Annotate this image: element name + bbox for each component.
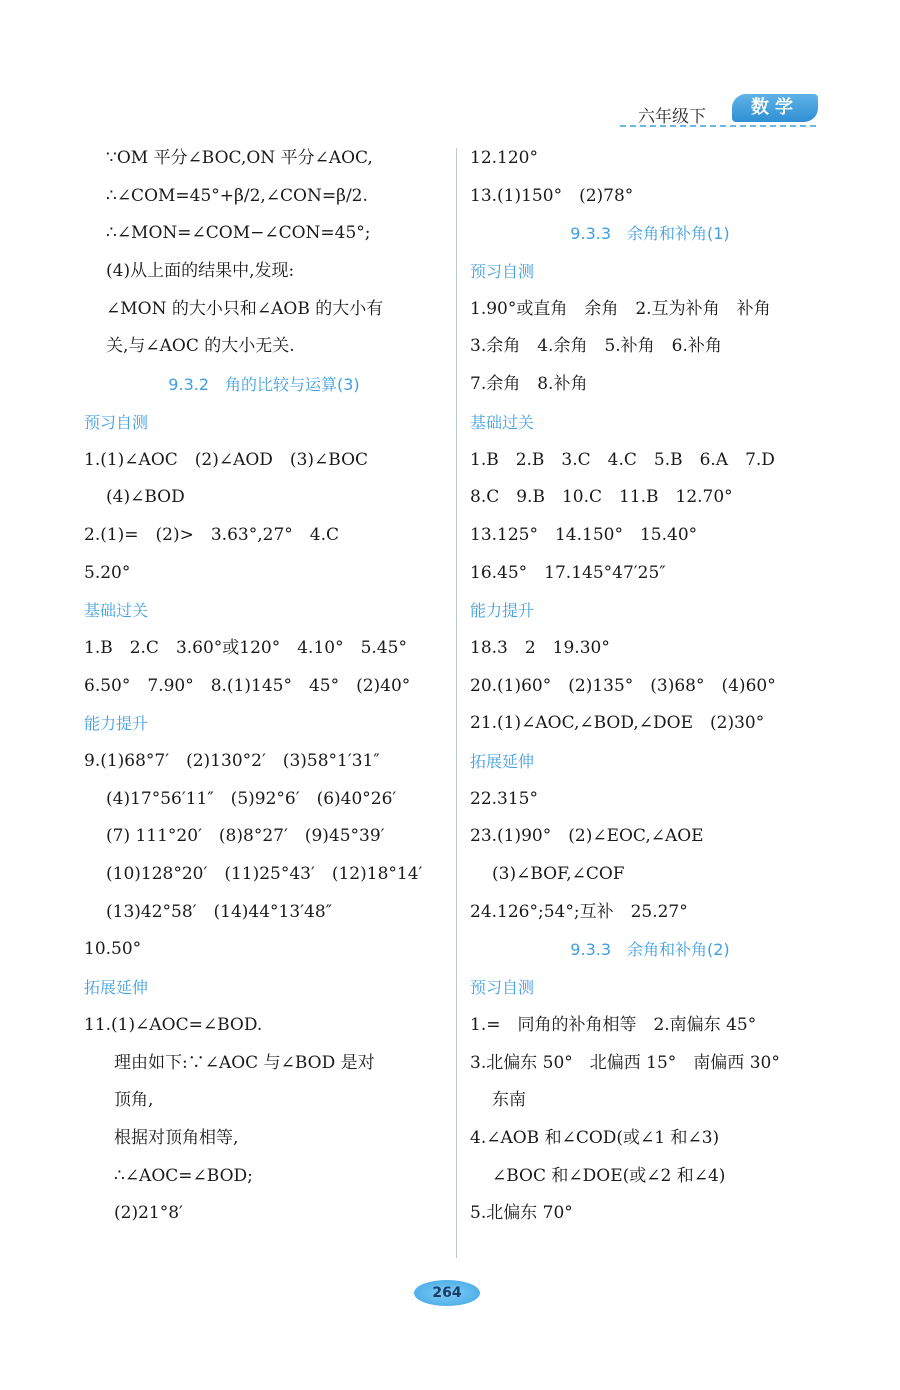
answer-line: 理由如下:∵∠AOC 与∠BOD 是对: [114, 1052, 375, 1073]
answer-line: ∴∠COM=45°+β/2,∠CON=β/2.: [106, 185, 368, 206]
lesson-title: 9.3.3 余角和补角(2): [570, 940, 730, 960]
answer-line: 1.90°或直角 余角 2.互为补角 补角: [470, 298, 771, 319]
answer-line: 东南: [492, 1090, 526, 1111]
answer-line: 3.北偏东 50° 北偏西 15° 南偏西 30°: [470, 1052, 780, 1073]
answer-line: 1.(1)∠AOC (2)∠AOD (3)∠BOC: [84, 449, 369, 470]
answer-line: 关,与∠AOC 的大小无关.: [106, 336, 295, 357]
section-heading: 预习自测: [470, 978, 535, 998]
answer-line: 18.3 2 19.30°: [470, 637, 610, 658]
answer-line: 23.(1)90° (2)∠EOC,∠AOE: [470, 826, 704, 847]
lesson-title: 9.3.3 余角和补角(1): [570, 224, 730, 244]
answer-line: ∠BOC 和∠DOE(或∠2 和∠4): [492, 1165, 726, 1186]
section-heading: 能力提升: [470, 601, 535, 621]
answer-line: (3)∠BOF,∠COF: [492, 864, 625, 885]
answer-line: 顶角,: [114, 1090, 154, 1111]
answer-line: 10.50°: [84, 939, 142, 960]
left-column: [84, 140, 444, 1233]
answer-line: 12.120°: [470, 148, 538, 168]
lesson-title: 9.3.2 角的比较与运算(3): [168, 375, 360, 395]
answer-line: 21.(1)∠AOC,∠BOD,∠DOE (2)30°: [470, 713, 765, 734]
page-header: [620, 94, 820, 130]
answer-line: (4)∠BOD: [106, 487, 185, 508]
answer-line: 9.(1)68°7′ (2)130°2′ (3)58°1′31″: [84, 751, 380, 771]
grade-label: 六年级下: [638, 107, 706, 127]
answer-line: 1.= 同角的补角相等 2.南偏东 45°: [470, 1014, 757, 1035]
answer-line: 13.(1)150° (2)78°: [470, 185, 634, 206]
answer-line: 7.余角 8.补角: [470, 374, 588, 395]
answer-line: 24.126°;54°;互补 25.27°: [470, 901, 688, 922]
header-dashed-line: [620, 125, 816, 127]
section-heading: 预习自测: [470, 262, 535, 282]
answer-line: 2.(1)= (2)> 3.63°,27° 4.C: [84, 524, 339, 545]
subject-badge: 数学: [732, 94, 818, 122]
section-heading: 拓展延伸: [84, 978, 149, 998]
answer-line: 4.∠AOB 和∠COD(或∠1 和∠3): [470, 1127, 720, 1148]
answer-line: (10)128°20′ (11)25°43′ (12)18°14′: [106, 864, 423, 885]
answer-line: 22.315°: [470, 788, 538, 809]
answer-line: 6.50° 7.90° 8.(1)145° 45° (2)40°: [84, 675, 411, 696]
answer-line: (4)从上面的结果中,发现:: [106, 261, 295, 282]
answer-line: 11.(1)∠AOC=∠BOD.: [84, 1014, 263, 1035]
answer-line: 13.125° 14.150° 15.40°: [470, 524, 698, 545]
answer-line: (2)21°8′: [114, 1203, 183, 1224]
answer-line: (13)42°58′ (14)44°13′48″: [106, 901, 333, 922]
answer-line: 20.(1)60° (2)135° (3)68° (4)60°: [470, 675, 776, 696]
answer-line: 5.北偏东 70°: [470, 1203, 573, 1224]
answer-line: 1.B 2.C 3.60°或120° 4.10° 5.45°: [84, 637, 407, 658]
section-heading: 预习自测: [84, 412, 149, 432]
answer-line: (7) 111°20′ (8)8°27′ (9)45°39′: [106, 826, 385, 847]
answer-line: ∴∠MON=∠COM−∠CON=45°;: [106, 223, 371, 244]
section-heading: 基础过关: [84, 601, 149, 621]
right-column: [470, 140, 830, 1233]
section-heading: 能力提升: [84, 714, 149, 734]
answer-line: ∠MON 的大小只和∠AOB 的大小有: [106, 298, 384, 319]
answer-line: 1.B 2.B 3.C 4.C 5.B 6.A 7.D: [470, 449, 775, 470]
answer-line: 16.45° 17.145°47′25″: [470, 562, 666, 583]
answer-line: 3.余角 4.余角 5.补角 6.补角: [470, 336, 722, 357]
answer-line: ∴∠AOC=∠BOD;: [114, 1165, 253, 1186]
page-number: 264: [414, 1280, 480, 1306]
answer-line: (4)17°56′11″ (5)92°6′ (6)40°26′: [106, 788, 397, 809]
section-heading: 基础过关: [470, 412, 535, 432]
answer-line: 8.C 9.B 10.C 11.B 12.70°: [470, 487, 733, 508]
section-heading: 拓展延伸: [470, 752, 535, 771]
column-divider: [456, 148, 457, 1258]
answer-line: 根据对顶角相等,: [114, 1127, 239, 1148]
answer-line: ∵OM 平分∠BOC,ON 平分∠AOC,: [106, 148, 373, 168]
answer-line: 5.20°: [84, 562, 131, 583]
